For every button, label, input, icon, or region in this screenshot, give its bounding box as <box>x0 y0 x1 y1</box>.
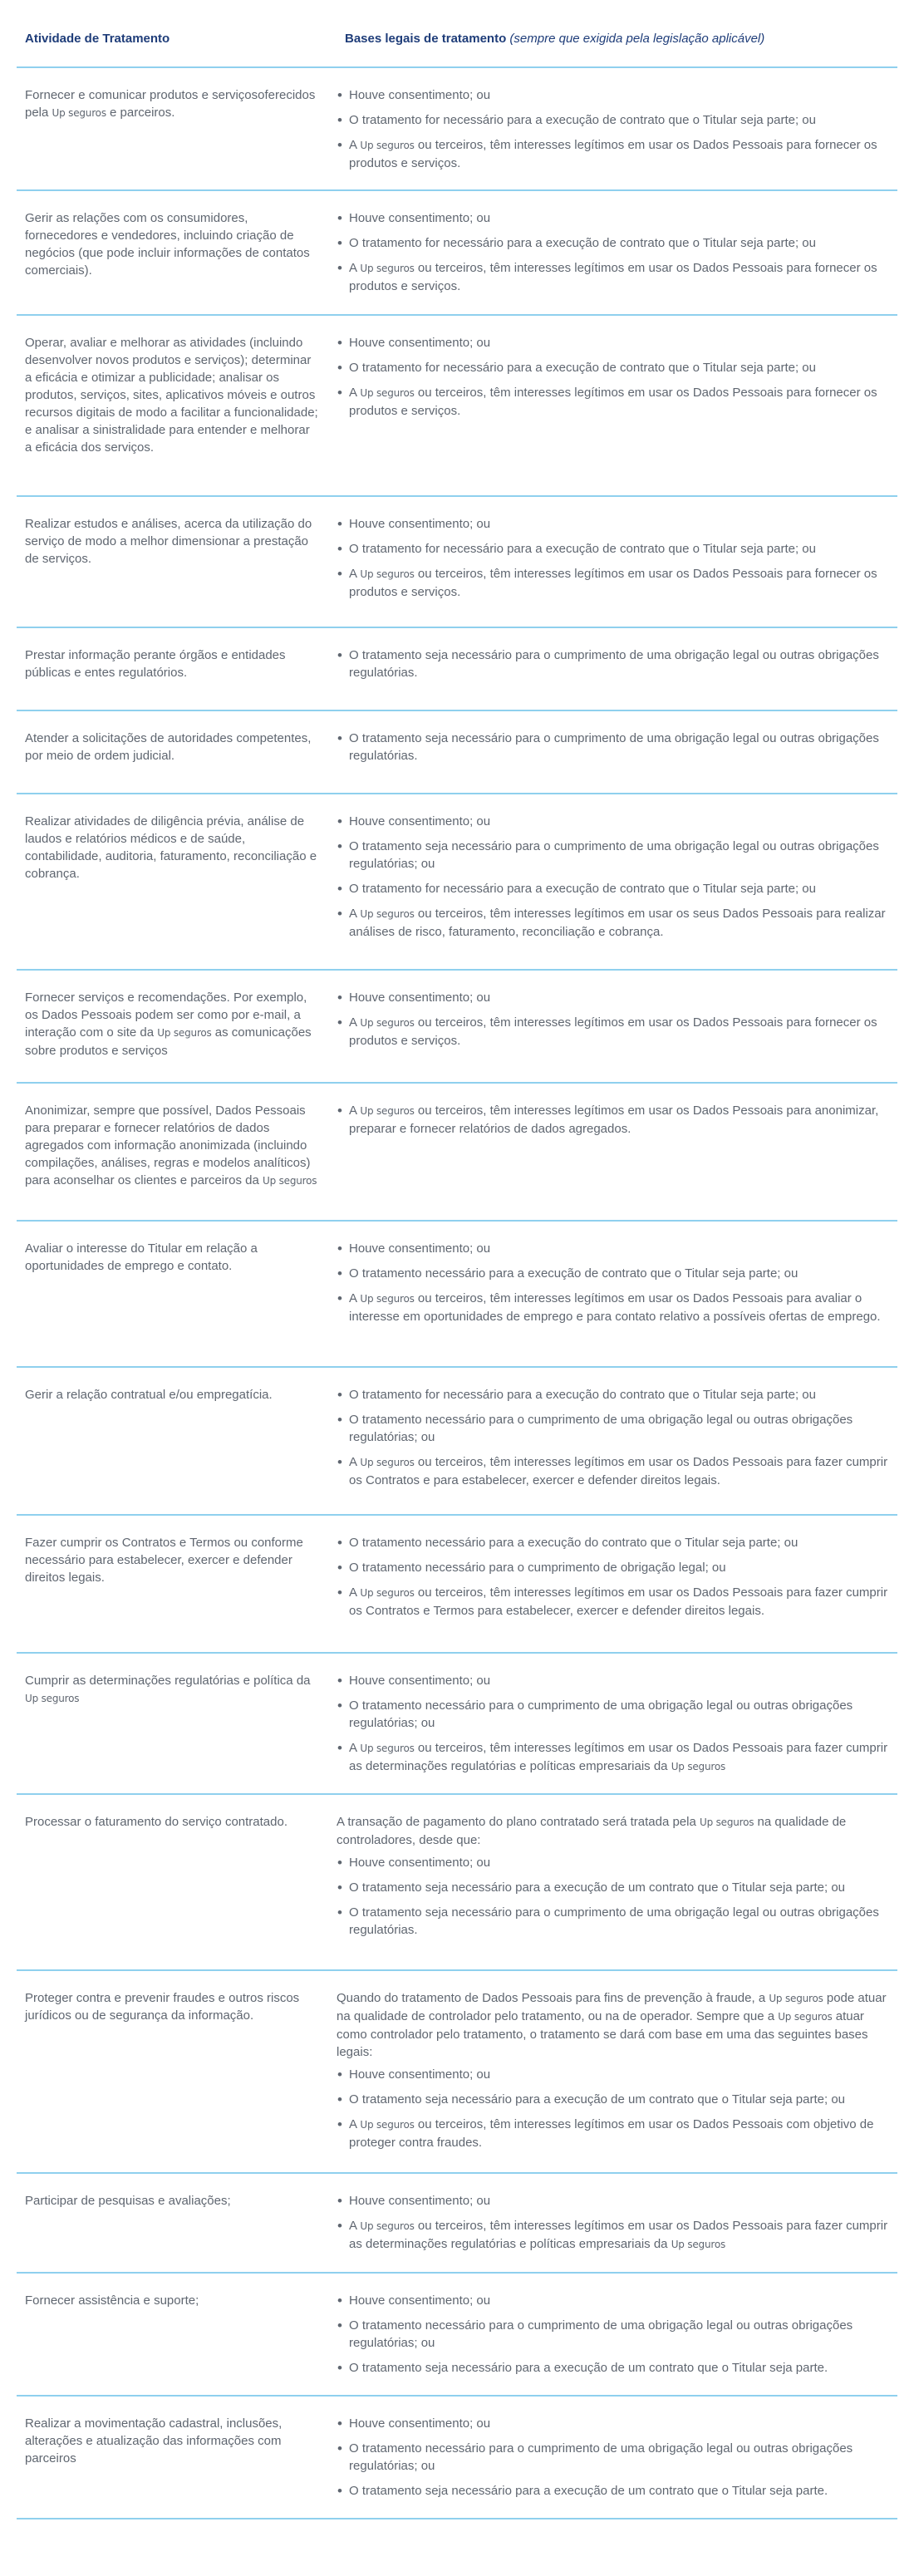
activity-cell <box>17 209 337 314</box>
legal-basis-list <box>337 2415 892 2500</box>
header-legal-bases <box>345 32 897 46</box>
table-row <box>17 1654 897 1795</box>
brand-name: Up seguros <box>360 263 415 274</box>
legal-basis-item <box>337 259 892 295</box>
text-segment: Houve consentimento; ou <box>349 991 491 1005</box>
activity-cell <box>17 1813 337 1969</box>
header-legal-bases-note: (sempre que exigida pela legislação aplicável) <box>509 32 765 46</box>
text-segment: O tratamento seja necessário para o cumprimento de uma obrigação legal ou outras obrigações regulatórias. <box>349 1905 879 1937</box>
legal-basis-item <box>337 1854 892 1871</box>
legal-basis-item <box>337 838 892 873</box>
text-segment: Houve consentimento; ou <box>349 814 491 828</box>
brand-name: Up seguros <box>360 568 415 580</box>
text-segment: na qualidade de controladores, desde que: <box>337 1815 847 1847</box>
activity-cell <box>17 730 337 793</box>
table-row <box>17 1971 897 2174</box>
text-segment: ou terceiros, têm interesses legítimos em usar os Dados Pessoais para fornecer os produtos e serviços. <box>349 567 877 599</box>
text-segment: A <box>349 261 361 275</box>
text-segment: ou terceiros, têm interesses legítimos em usar os Dados Pessoais para fazer cumprir as determinações regulatórias e políticas empresariais da <box>349 2219 888 2251</box>
legal-basis-list <box>337 1534 892 1620</box>
legal-basis-item <box>337 1559 892 1576</box>
legal-basis-list <box>337 1240 892 1325</box>
brand-name: Up seguros <box>360 1743 415 1754</box>
legal-basis-item <box>337 1386 892 1404</box>
legal-basis-item <box>337 2066 892 2083</box>
text-segment: A <box>349 907 361 921</box>
text-segment: Houve consentimento; ou <box>349 517 491 531</box>
legal-basis-cell <box>337 1534 897 1652</box>
text-segment: ou terceiros, têm interesses legítimos em usar os Dados Pessoais para fazer cumprir os Contratos e para estabelecer, exercer e defender direitos legais. <box>349 1455 888 1487</box>
legal-basis-item <box>337 1879 892 1896</box>
legal-basis-cell <box>337 2192 897 2272</box>
legal-basis-item <box>337 1014 892 1050</box>
brand-name: Up seguros <box>157 1027 212 1039</box>
brand-name: Up seguros <box>263 1175 317 1187</box>
text-segment: Realizar atividades de diligência prévia, análise de laudos e relatórios médicos e de saúde, contabilidade, auditoria, faturamento, reconciliação e cobrança. <box>25 814 317 881</box>
text-segment: O tratamento seja necessário para o cumprimento de uma obrigação legal ou outras obrigações regulatórias; ou <box>349 839 879 871</box>
legal-basis-item <box>337 111 892 129</box>
text-segment: A <box>349 2117 361 2131</box>
text-segment: A <box>349 1104 361 1118</box>
activity-cell <box>17 1534 337 1652</box>
text-segment: O tratamento necessário para o cumprimento de uma obrigação legal ou outras obrigações regulatórias; ou <box>349 2318 853 2350</box>
text-segment: Avaliar o interesse do Titular em relação a oportunidades de emprego e contato. <box>25 1241 258 1273</box>
text-segment: Houve consentimento; ou <box>349 1856 491 1870</box>
text-segment: Houve consentimento; ou <box>349 336 491 350</box>
text-segment: ou terceiros, têm interesses legítimos em usar os Dados Pessoais com objetivo de proteger contra fraudes. <box>349 2117 874 2150</box>
legal-basis-list <box>337 1854 892 1939</box>
text-segment: e parceiros. <box>106 106 175 120</box>
legal-basis-item <box>337 1534 892 1551</box>
table-row <box>17 2397 897 2519</box>
table-row <box>17 1516 897 1654</box>
activity-cell <box>17 2415 337 2518</box>
legal-basis-list <box>337 209 892 295</box>
table-row <box>17 711 897 794</box>
text-segment: Houve consentimento; ou <box>349 2293 491 2308</box>
legal-basis-item <box>337 989 892 1006</box>
text-segment: A <box>349 567 361 581</box>
activity-cell <box>17 334 337 495</box>
text-segment: O tratamento necessário para o cumprimento de uma obrigação legal ou outras obrigações regulatórias; ou <box>349 1698 853 1730</box>
legal-basis-list <box>337 2066 892 2151</box>
legal-basis-item <box>337 209 892 227</box>
table-body <box>17 68 897 2519</box>
activity-cell <box>17 989 337 1082</box>
legal-basis-item <box>337 1102 892 1138</box>
text-segment: O tratamento seja necessário para a execução de um contrato que o Titular seja parte. <box>349 2484 828 2498</box>
activity-cell <box>17 86 337 189</box>
table-header <box>17 0 897 68</box>
text-segment: ou terceiros, têm interesses legítimos em usar os Dados Pessoais para fazer cumprir as determinações regulatórias e políticas empresariais da <box>349 1741 888 1773</box>
legal-basis-item <box>337 1453 892 1489</box>
legal-basis-cell <box>337 989 897 1082</box>
legal-basis-cell <box>337 1240 897 1366</box>
text-segment: Houve consentimento; ou <box>349 1674 491 1688</box>
legal-basis-list <box>337 515 892 601</box>
activity-cell <box>17 1240 337 1366</box>
text-segment: ou terceiros, têm interesses legítimos em usar os Dados Pessoais para fornecer os produtos e serviços. <box>349 1015 877 1048</box>
text-segment: ou terceiros, têm interesses legítimos em usar os Dados Pessoais para fornecer os produtos e serviços. <box>349 261 877 293</box>
legal-basis-list <box>337 813 892 941</box>
legal-basis-item <box>337 334 892 351</box>
legal-basis-list <box>337 989 892 1050</box>
legal-basis-item <box>337 540 892 558</box>
brand-name: Up seguros <box>360 2119 415 2131</box>
text-segment: O tratamento for necessário para a execução de contrato que o Titular seja parte; ou <box>349 236 816 250</box>
legal-basis-cell <box>337 86 897 189</box>
text-segment: A <box>349 138 361 152</box>
legal-basis-list <box>337 2292 892 2377</box>
legal-basis-cell <box>337 1102 897 1220</box>
text-segment: ou terceiros, têm interesses legítimos em usar os Dados Pessoais para fornecer os produtos e serviços. <box>349 386 877 418</box>
legal-basis-cell <box>337 646 897 710</box>
text-segment: O tratamento necessário para o cumprimento de obrigação legal; ou <box>349 1561 726 1575</box>
brand-name: Up seguros <box>25 1693 80 1704</box>
brand-name: Up seguros <box>360 1105 415 1117</box>
text-segment: ou terceiros, têm interesses legítimos em usar os Dados Pessoais para avaliar o interesse em oportunidades de emprego e para contato relativo a possíveis ofertas de emprego. <box>349 1291 881 1324</box>
text-segment: ou terceiros, têm interesses legítimos em usar os Dados Pessoais para fazer cumprir os Contratos e Termos para estabelecer, exercer e defender direitos legais. <box>349 1585 888 1618</box>
brand-name: Up seguros <box>360 1017 415 1029</box>
text-segment: A <box>349 1015 361 1030</box>
legal-basis-item <box>337 730 892 764</box>
legal-basis-item <box>337 905 892 941</box>
text-segment: A <box>349 1455 361 1469</box>
text-segment: A <box>349 1741 361 1755</box>
text-segment: Houve consentimento; ou <box>349 211 491 225</box>
legal-basis-item <box>337 2116 892 2151</box>
text-segment: Realizar estudos e análises, acerca da utilização do serviço de modo a melhor dimensionar a prestação de serviços. <box>25 517 312 566</box>
text-segment: Operar, avaliar e melhorar as atividades (incluindo desenvolver novos produtos e serviços); determinar a eficácia e otimizar a publicidade; analisar os produtos, serviços, sites, aplicativos móveis e outros recursos digitais de modo a facilitar a funcionalidade; e analisar a sinistralidade para entender e melhorar a eficácia dos serviços. <box>25 336 318 455</box>
legal-basis-cell <box>337 2292 897 2395</box>
text-segment: Proteger contra e prevenir fraudes e outros riscos jurídicos ou de segurança da informação. <box>25 1991 300 2023</box>
legal-basis-cell <box>337 1813 897 1969</box>
brand-name: Up seguros <box>671 2239 726 2250</box>
legal-basis-item <box>337 1290 892 1325</box>
header-legal-bases-title: Bases legais de tratamento <box>345 32 507 46</box>
table-row <box>17 1222 897 1368</box>
text-segment: O tratamento seja necessário para o cumprimento de uma obrigação legal ou outras obrigações regulatórias. <box>349 648 879 680</box>
legal-basis-item <box>337 136 892 172</box>
legal-basis-intro <box>337 1813 892 1849</box>
text-segment: Gerir as relações com os consumidores, fornecedores e vendedores, incluindo criação de negócios (que pode incluir informações de contatos comerciais). <box>25 211 310 278</box>
table-row <box>17 628 897 711</box>
text-segment: O tratamento for necessário para a execução de contrato que o Titular seja parte; ou <box>349 113 816 127</box>
legal-basis-list <box>337 1102 892 1138</box>
table-row <box>17 2274 897 2397</box>
legal-basis-list <box>337 1672 892 1776</box>
text-segment: O tratamento necessário para o cumprimento de uma obrigação legal ou outras obrigações regulatórias; ou <box>349 1413 853 1444</box>
legal-basis-item <box>337 1904 892 1939</box>
text-segment: ou terceiros, têm interesses legítimos em usar os Dados Pessoais para anonimizar, preparar e fornecer relatórios de dados agregados. <box>349 1104 879 1136</box>
legal-basis-item <box>337 1411 892 1446</box>
legal-basis-cell <box>337 2415 897 2518</box>
table-row <box>17 191 897 316</box>
activity-cell <box>17 646 337 710</box>
table-row <box>17 1368 897 1516</box>
header-activity: Atividade de Tratamento <box>25 32 170 46</box>
legal-basis-item <box>337 1240 892 1257</box>
legal-basis-item <box>337 565 892 601</box>
legal-basis-item <box>337 646 892 681</box>
legal-basis-list <box>337 730 892 764</box>
text-segment: oferecidos pela <box>25 88 316 120</box>
text-segment: O tratamento seja necessário para o cumprimento de uma obrigação legal ou outras obrigações regulatórias. <box>349 731 879 763</box>
text-segment: A <box>349 1585 361 1600</box>
legal-basis-item <box>337 234 892 252</box>
legal-basis-list <box>337 86 892 172</box>
text-segment: Houve consentimento; ou <box>349 2067 491 2082</box>
legal-basis-item <box>337 359 892 376</box>
text-segment: O tratamento seja necessário para a execução de um contrato que o Titular seja parte. <box>349 2361 828 2375</box>
text-segment: O tratamento for necessário para a execução de contrato que o Titular seja parte; ou <box>349 882 816 896</box>
activity-cell <box>17 1386 337 1514</box>
legal-basis-intro <box>337 1989 892 2061</box>
legal-basis-item <box>337 2440 892 2475</box>
text-segment: Cumprir as determinações regulatórias e política da <box>25 1674 311 1688</box>
legal-basis-item <box>337 515 892 533</box>
legal-basis-item <box>337 2317 892 2352</box>
brand-name: Up seguros <box>360 2220 415 2232</box>
legal-basis-item <box>337 86 892 104</box>
text-segment: O tratamento necessário para o cumprimento de uma obrigação legal ou outras obrigações regulatórias; ou <box>349 2441 853 2473</box>
legal-basis-item <box>337 2217 892 2254</box>
legal-basis-list <box>337 1386 892 1489</box>
legal-basis-item <box>337 813 892 830</box>
legal-basis-item <box>337 2192 892 2210</box>
brand-name: Up seguros <box>360 140 415 151</box>
brand-name: Up seguros <box>360 1587 415 1599</box>
table-row <box>17 497 897 628</box>
brand-name: Up seguros <box>769 1993 823 2004</box>
text-segment: Quando do tratamento de Dados Pessoais para fins de prevenção à fraude, a <box>337 1991 769 2005</box>
text-segment: O tratamento seja necessário para a execução de um contrato que o Titular seja parte; ou <box>349 1880 846 1895</box>
legal-basis-item <box>337 1265 892 1282</box>
text-segment: atuar como controlador pelo tratamento, o tratamento se dará com base em uma das seguintes bases legais: <box>337 2009 868 2059</box>
text-segment: Atender a solicitações de autoridades competentes, por meio de ordem judicial. <box>25 731 312 763</box>
legal-basis-item <box>337 1672 892 1689</box>
legal-bases-table <box>17 0 897 2519</box>
text-segment: A <box>349 386 361 400</box>
text-segment: Houve consentimento; ou <box>349 1241 491 1256</box>
table-row <box>17 971 897 1084</box>
legal-basis-item <box>337 1584 892 1620</box>
legal-basis-cell <box>337 334 897 495</box>
text-segment: O tratamento for necessário para a execução de contrato que o Titular seja parte; ou <box>349 542 816 556</box>
activity-cell <box>17 515 337 627</box>
legal-basis-item <box>337 2415 892 2432</box>
text-segment: A <box>349 2219 361 2233</box>
legal-basis-cell <box>337 730 897 793</box>
text-segment: Gerir a relação contratual e/ou empregatícia. <box>25 1388 273 1402</box>
text-segment: Houve consentimento; ou <box>349 2194 491 2208</box>
text-segment: Fornecer serviços e recomendações. Por exemplo, os Dados Pessoais podem ser como por e-mail, a interação com o site da <box>25 991 307 1040</box>
activity-cell <box>17 1102 337 1220</box>
text-segment: O tratamento for necessário para a execução de contrato que o Titular seja parte; ou <box>349 361 816 375</box>
activity-cell <box>17 2192 337 2272</box>
legal-basis-item <box>337 880 892 897</box>
table-row <box>17 68 897 191</box>
legal-basis-cell <box>337 1989 897 2172</box>
legal-basis-cell <box>337 1386 897 1514</box>
activity-cell <box>17 2292 337 2395</box>
text-segment: A <box>349 1291 361 1305</box>
brand-name: Up seguros <box>778 2011 833 2023</box>
activity-cell <box>17 1989 337 2172</box>
text-segment: Prestar informação perante órgãos e entidades públicas e entes regulatórios. <box>25 648 286 680</box>
legal-basis-cell <box>337 813 897 969</box>
brand-name: Up seguros <box>671 1761 726 1772</box>
legal-basis-item <box>337 384 892 420</box>
legal-basis-item <box>337 2359 892 2377</box>
legal-basis-item <box>337 1697 892 1732</box>
brand-name: Up seguros <box>360 387 415 399</box>
table-row <box>17 794 897 971</box>
table-row <box>17 1795 897 1971</box>
text-segment: O tratamento necessário para a execução de contrato que o Titular seja parte; ou <box>349 1266 799 1281</box>
text-segment: Participar de pesquisas e avaliações; <box>25 2194 231 2208</box>
text-segment: Processar o faturamento do serviço contratado. <box>25 1815 287 1829</box>
brand-name: Up seguros <box>699 1816 754 1828</box>
text-segment: ou terceiros, têm interesses legítimos em usar os seus Dados Pessoais para realizar análises de risco, faturamento, reconciliação e cobrança. <box>349 907 886 939</box>
text-segment: O tratamento seja necessário para a execução de um contrato que o Titular seja parte; ou <box>349 2092 846 2107</box>
brand-name: Up seguros <box>360 1457 415 1468</box>
text-segment: pode atuar na qualidade de controlador pelo tratamento, ou na de operador. Sempre que a <box>337 1991 887 2023</box>
activity-cell <box>17 1672 337 1793</box>
legal-basis-list <box>337 646 892 681</box>
text-segment: Houve consentimento; ou <box>349 2416 491 2431</box>
text-segment: A transação de pagamento do plano contratado será tratada pela <box>337 1815 700 1829</box>
table-row <box>17 1084 897 1222</box>
legal-basis-cell <box>337 209 897 314</box>
legal-basis-item <box>337 1739 892 1776</box>
table-row <box>17 316 897 497</box>
legal-basis-list <box>337 334 892 420</box>
brand-name: Up seguros <box>360 1293 415 1305</box>
brand-name: Up seguros <box>52 107 106 119</box>
text-segment: Houve consentimento; ou <box>349 88 491 102</box>
legal-basis-cell <box>337 1672 897 1793</box>
legal-basis-item <box>337 2482 892 2500</box>
text-segment: O tratamento necessário para a execução do contrato que o Titular seja parte; ou <box>349 1536 799 1550</box>
text-segment: Fazer cumprir os Contratos e Termos ou conforme necessário para estabelecer, exercer e defender direitos legais. <box>25 1536 303 1585</box>
text-segment: Realizar a movimentação cadastral, inclusões, alterações e atualização das informações com parceiros <box>25 2416 283 2465</box>
legal-basis-list <box>337 2192 892 2254</box>
activity-cell <box>17 813 337 969</box>
table-row <box>17 2174 897 2274</box>
text-segment: Fornecer assistência e suporte; <box>25 2293 199 2308</box>
text-segment: Anonimizar, sempre que possível, Dados Pessoais para preparar e fornecer relatórios de dados agregados com informação anonimizada (incluindo compilações, análises, regras e modelos analíticos) para aconselhar os clientes e parceiros da <box>25 1104 311 1187</box>
legal-basis-item <box>337 2091 892 2108</box>
text-segment: O tratamento for necessário para a execução do contrato que o Titular seja parte; ou <box>349 1388 816 1402</box>
text-segment: Fornecer e comunicar produtos e serviços <box>25 88 258 102</box>
text-segment: as comunicações sobre produtos e serviços <box>25 1025 312 1058</box>
legal-basis-item <box>337 2292 892 2309</box>
brand-name: Up seguros <box>360 908 415 920</box>
text-segment: ou terceiros, têm interesses legítimos em usar os Dados Pessoais para fornecer os produtos e serviços. <box>349 138 877 170</box>
legal-basis-cell <box>337 515 897 627</box>
